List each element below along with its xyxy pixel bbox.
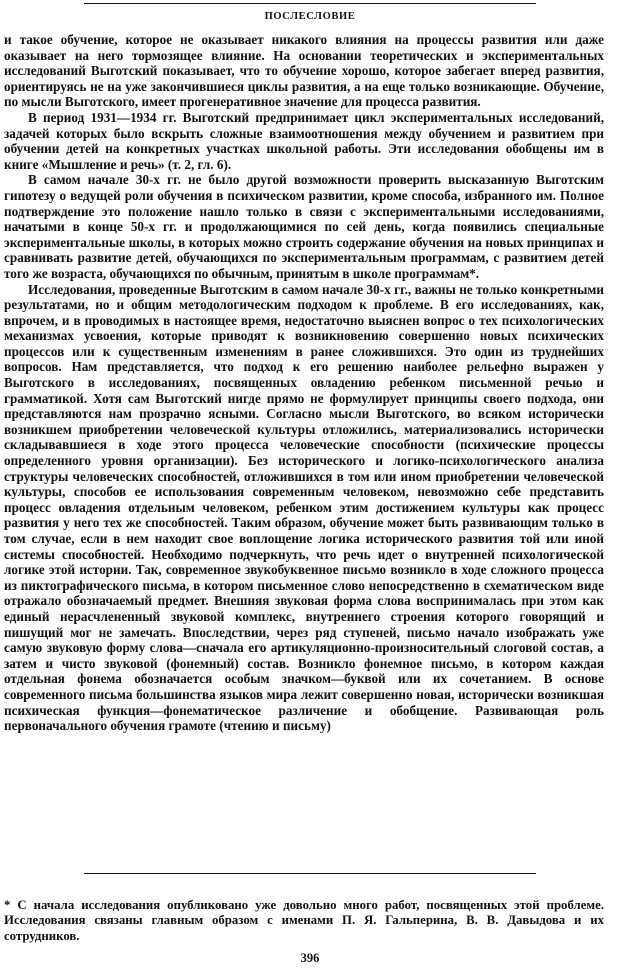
header-rule	[84, 3, 536, 4]
paragraph: В период 1931—1934 гг. Выготский предпринимает цикл экспериментальных исследований, задачей которых было вскрыть сложные взаимоотношения между обучением и развитием при обучении детей на конкретных участках школьной работы. Эти исследования обобщены им в книге «Мышление и речь» (т. 2, гл. 6).	[4, 109, 604, 172]
footnote	[4, 898, 604, 944]
paragraph-continuation: и такое обучение, которое не оказывает никакого влияния на процессы развития или даже оказывает на него тормозящее влияние. На основании теоретических и экспериментальных исследований Выготский показывает, что то обучение хорошо, которое забегает вперед развития, ориентируясь не на уже закончившиеся циклы развития, а на еще только возникающие. Обучение, по мысли Выготского, имеет прогенеративное значение для процесса развития.	[4, 32, 604, 110]
main-text	[4, 32, 604, 734]
paragraph: В самом начале 30-х гг. не было другой возможности проверить высказанную Выготским гипотезу о ведущей роли обучения в психическом развитии, кроме способа, избранного им. Полное подтверждение это положение нашло только в связи с экспериментальными исследованиями, начатыми в конце 50-х гг. и продолжающимися по сей день, когда появились специальные экспериментальные школы, в которых можно строить содержание обучения на новых принципах и сравнивать развитие детей, обучающихся по экспериментальным программам, с развитием детей того же возраста, обучающихся по обычным, принятым в школе программам*.	[4, 172, 604, 281]
running-title: ПОСЛЕСЛОВИЕ	[264, 11, 356, 22]
footnote-text: * С начала исследования опубликовано уже довольно много работ, посвященных этой проблеме. Исследования связаны главным образом с именами П. Я. Гальперина, В. В. Давыдова и их сотрудников.	[4, 898, 604, 943]
paragraph: Исследования, проведенные Выготским в самом начале 30-х гг., важны не только конкретными результатами, но и общим методологическим подходом к проблеме. В его исследованиях, как, впрочем, и в проводимых в настоящее время, недостаточно выяснен вопрос о тех психологических механизмах усвоения, которые приводят к возникновению совершенно новых психических процессов или к существенным изменениям в ранее сложившихся. Это один из труднейших вопросов. Нам представляется, что подход к его решению наиболее рельефно выражен у Выготского в исследованиях, посвященных овладению ребенком письменной речью и грамматикой. Хотя сам Выготский нигде прямо не формулирует принципы своего подхода, они представляются нам прозрачно ясными. Согласно мысли Выготского, во всяком исторически возникшем приобретении человеческой культуры отложились, материализовались исторически складывавшиеся в ходе этого процесса человеческие способности (психические процессы определенного уровня организации). Без исторического и логико-психологического анализа структуры человеческих способностей, отложившихся в том или ином приобретении человеческой культуры, способов ее использования современным человеком, невозможно себе представить процесс овладения отдельным человеком, ребенком этим достижением культуры как процесс развития у него тех же способностей. Таким образом, обучение может быть развивающим только в том случае, если в нем находит свое воплощение логика исторического развития той или иной системы способностей. Необходимо подчеркнуть, что речь идет о внутренней психологической логике этой истории. Так, современное звукобуквенное письмо возникло в ходе сложного процесса из пиктографического письма, в котором письменное слово непосредственно в схематическом виде отражало обозначаемый предмет. Внешняя звуковая форма слова воспринималась при этом как единый нерасчлененный звуковой комплекс, внутреннего строения которого говорящий и пишущий мог не замечать. Впоследствии, через ряд ступеней, письмо начало изображать уже самую звуковую форму слова—сначала его артикуляционно-произносительный слоговой состав, а затем и чисто звуковой (фонемный) состав. Возникло фонемное письмо, в котором каждая отдельная фонема обозначается особым значком—буквой или их сочетанием. В основе современного письма большинства языков мира лежит совершенно новая, исторически возникшая психическая функция—фонематическое различение и обобщение. Развивающая роль первоначального обучения грамоте (чтению и письму)	[4, 281, 604, 734]
page-number: 396	[300, 951, 320, 965]
footnote-rule	[84, 873, 536, 874]
